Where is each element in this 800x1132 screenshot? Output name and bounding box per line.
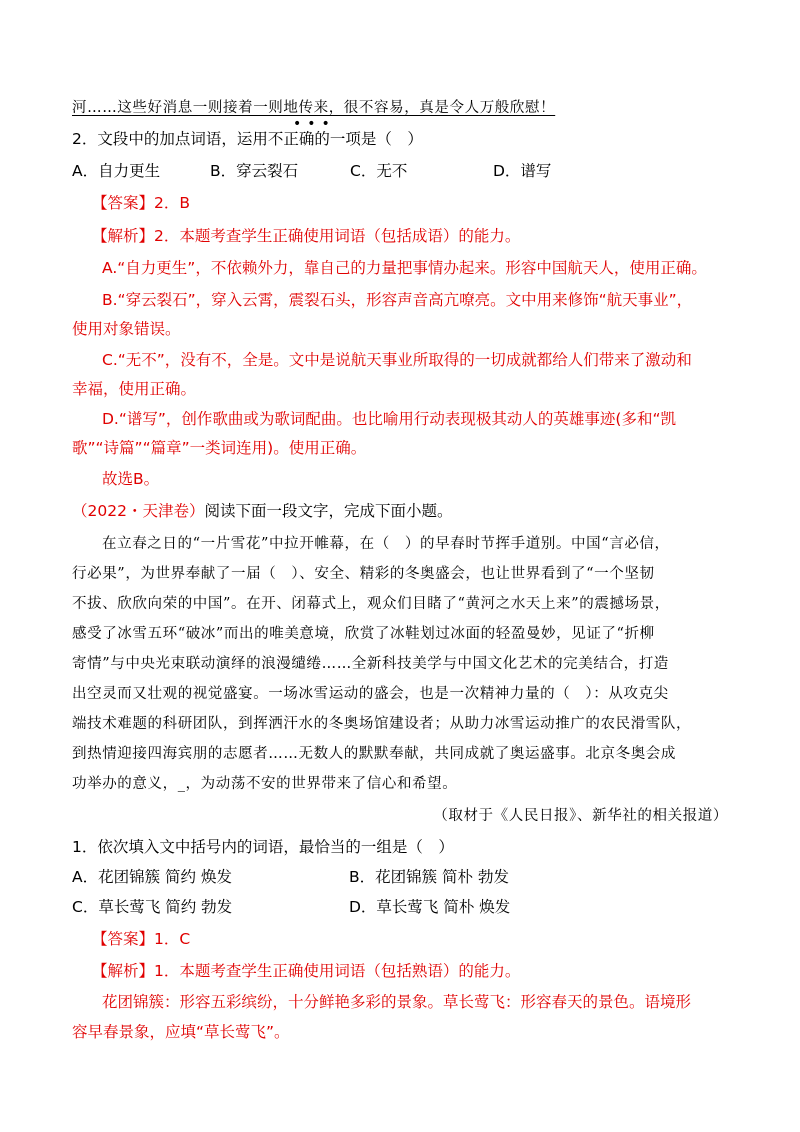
- q2-analysis-d1: D.“谱写”，创作歌曲或为歌词配曲。也比喻用行动表现极其动人的英雄事迹(多和“凯: [102, 410, 677, 428]
- q1-analysis-2: 容早春景象，应填“草长莺飞”。: [72, 1023, 290, 1041]
- q1-stem: 1．依次填入文中括号内的词语，最恰当的一组是（ ）: [72, 838, 454, 856]
- q2-analysis-c2: 幸福，使用正确。: [72, 380, 197, 398]
- passage-line-2: 行必果”，为世界奉献了一届（ ）、安全、精彩的冬奥盛会，也让世界看到了“一个坚韧: [72, 566, 655, 582]
- passage-line-1: 在立春之日的“一片雪花”中拉开帷幕，在（ ）的早春时节挥手道别。中国“言必信，: [102, 536, 670, 552]
- source-note: （取材于《人民日报》、新华社的相关报道）: [433, 808, 728, 824]
- q1-answer: 【答案】1．C: [92, 930, 191, 948]
- q2-option-d: D．谱写: [493, 162, 552, 180]
- q2-analysis-title: 【解析】2．本题考查学生正确使用词语（包括成语）的能力。: [92, 227, 521, 245]
- q1-option-c: C．草长莺飞 简约 勃发: [72, 898, 233, 916]
- q2-option-a: A．自力更生: [72, 162, 161, 180]
- passage-line-7: 端技术难题的科研团队，到挥洒汗水的冬奥场馆建设者；从助力冰雪运动推广的农民滑雪队，: [72, 716, 692, 732]
- q1-option-d: D．草长莺飞 简朴 焕发: [349, 898, 511, 916]
- passage-line-3: 不拔、欣欣向荣的中国”。在开、闭幕式上，观众们目睹了“黄河之水天上来”的震撼场景，: [72, 596, 670, 612]
- q2-analysis-b1: B.“穿云裂石”，穿入云霄，震裂石头，形容声音高亢嘹亮。文中用来修饰“航天事业”，: [102, 291, 693, 309]
- emphasis-dots: •••: [293, 116, 336, 132]
- q1-option-a: A．花团锦簇 简约 焕发: [72, 868, 232, 886]
- passage-line-4: 感受了冰雪五环“破冰”而出的唯美意境，欣赏了冰鞋划过冰面的轻盈曼妙，见证了“折柳: [72, 626, 655, 642]
- passage-line-9: 功举办的意义，_，为动荡不安的世界带来了信心和希望。: [72, 776, 458, 792]
- passage-line-8: 到热情迎接四海宾朋的志愿者……无数人的默默奉献，共同成就了奥运盛事。北京冬奥会成: [72, 746, 676, 762]
- q2-option-c: C．无不: [350, 162, 408, 180]
- q2-analysis-a: A.“自力更生”，不依赖外力，靠自己的力量把事情办起来。形容中国航天人，使用正确。: [102, 259, 707, 277]
- q2-analysis-c1: C.“无不”，没有不，全是。文中是说航天事业所取得的一切成就都给人们带来了激动和: [102, 351, 692, 369]
- section-heading: [72, 500, 452, 522]
- section-instruction: 阅读下面一段文字，完成下面小题。: [204, 502, 453, 520]
- q1-analysis-title: 【解析】1．本题考查学生正确使用词语（包括熟语）的能力。: [92, 962, 521, 980]
- q2-analysis-d2: 歌”“诗篇”“篇章”一类词连用)。使用正确。: [72, 439, 367, 457]
- source-tag: （2022・天津卷）: [72, 502, 205, 520]
- q1-analysis-1: 花团锦簇：形容五彩缤纷，十分鲜艳多彩的景象。草长莺飞：形容春天的景色。语境形: [102, 993, 692, 1011]
- q1-option-b: B．花团锦簇 简朴 勃发: [349, 868, 509, 886]
- passage-line-5: 寄情”与中央光束联动演绎的浪漫缱绻……全新科技美学与中国文化艺术的完美结合，打造: [72, 656, 669, 672]
- passage-line-6: 出空灵而又壮观的视觉盛宴。一场冰雪运动的盛会，也是一次精神力量的（ ）：从攻克尖: [72, 686, 669, 702]
- passage-top-line: 河……这些好消息一则接着一则地传来，很不容易，真是令人万般欣慰！: [72, 100, 556, 116]
- q2-conclusion: 故选B。: [102, 470, 160, 488]
- q2-analysis-b2: 使用对象错误。: [72, 320, 181, 338]
- q2-stem: 2．文段中的加点词语，运用不正确的一项是（ ）: [72, 130, 423, 148]
- q2-option-b: B．穿云裂石: [210, 162, 299, 180]
- q2-answer: 【答案】2．B: [92, 194, 190, 212]
